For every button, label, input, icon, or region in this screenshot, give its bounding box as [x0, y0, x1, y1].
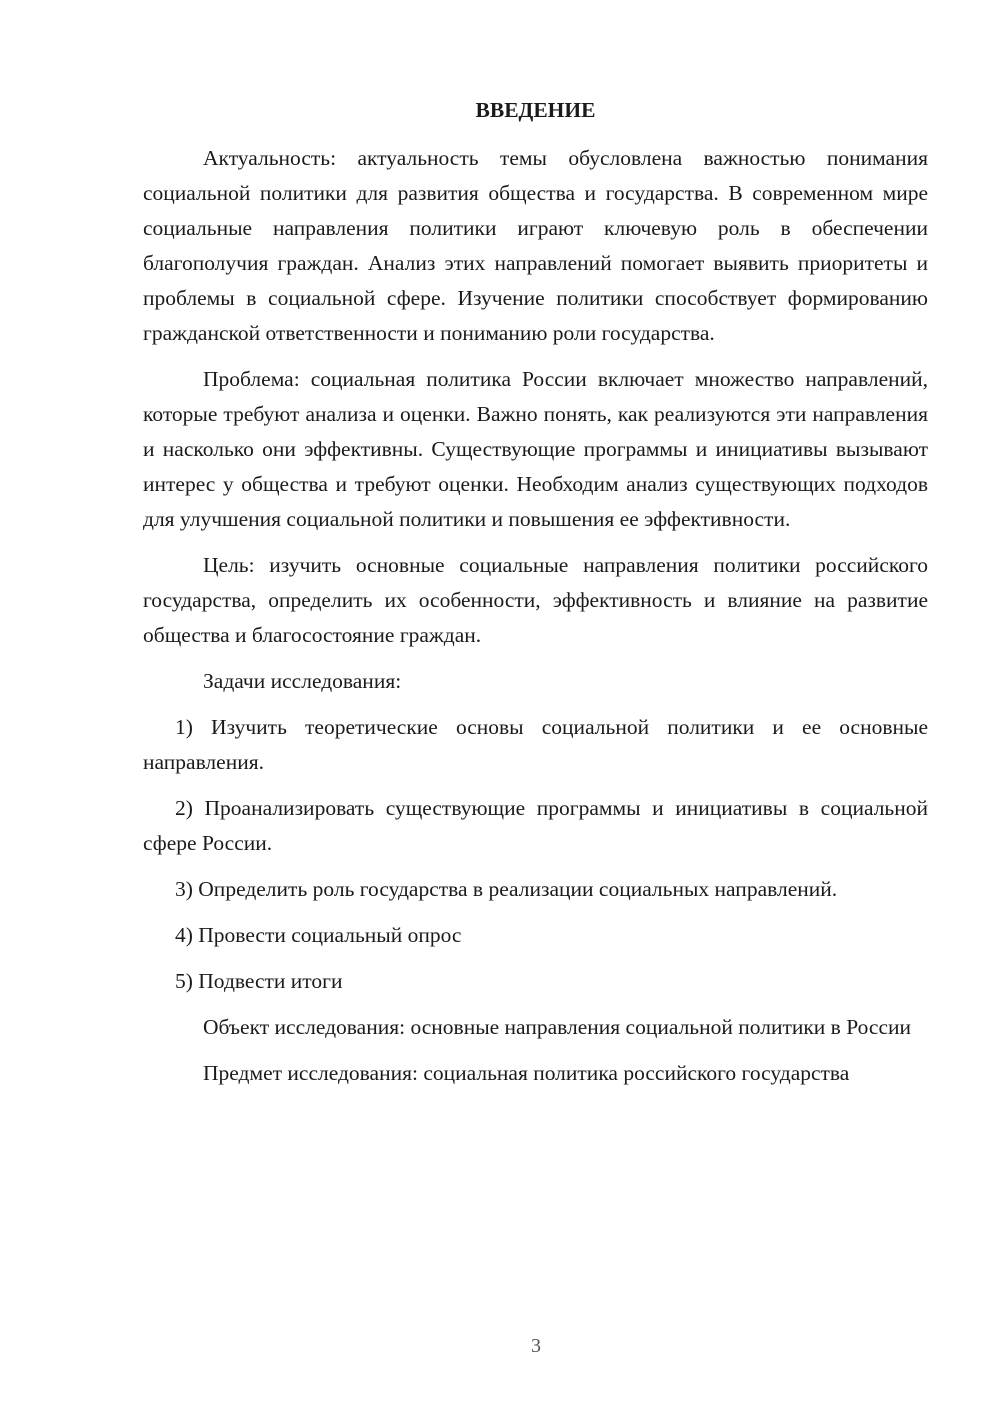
paragraph-subject: Предмет исследования: социальная политика российского государства: [203, 1061, 850, 1085]
paragraph-relevance: Актуальность: актуальность темы обусловлена важностью понимания социальной политики для развития общества и государства. В современном мире социальные направления политики играют ключевую роль в обеспечении благополучия граждан. Анализ этих направлений помогает выявить приоритеты и проблемы в социальной сфере. Изучение политики способствует формированию гражданской ответственности и пониманию роли государства.: [143, 146, 928, 345]
paragraph-problem: Проблема: социальная политика России включает множество направлений, которые требуют анализа и оценки. Важно понять, как реализуются эти направления и насколько они эффективны. Существующие программы и инициативы вызывают интерес у общества и требуют оценки. Необходим анализ существующих подходов для улучшения социальной политики и повышения ее эффективности.: [143, 367, 928, 531]
document-page: [143, 95, 928, 1102]
paragraph-goal: Цель: изучить основные социальные направления политики российского государства, определить их особенности, эффективность и влияние на развитие общества и благосостояние граждан.: [143, 553, 928, 647]
page-title: ВВЕДЕНИЕ: [475, 98, 596, 122]
paragraph-object: Объект исследования: основные направления социальной политики в России: [203, 1015, 912, 1039]
page-number: 3: [531, 1335, 541, 1357]
list-item: 5) Подвести итоги: [175, 969, 343, 993]
tasks-list: [143, 710, 928, 999]
tasks-heading: Задачи исследования:: [203, 669, 402, 693]
list-item: 1) Изучить теоретические основы социальной политики и ее основные направления.: [143, 715, 928, 774]
list-item: 3) Определить роль государства в реализации социальных направлений.: [175, 877, 838, 901]
list-item: 4) Провести социальный опрос: [175, 923, 462, 947]
list-item: 2) Проанализировать существующие программы и инициативы в социальной сфере России.: [143, 796, 928, 855]
